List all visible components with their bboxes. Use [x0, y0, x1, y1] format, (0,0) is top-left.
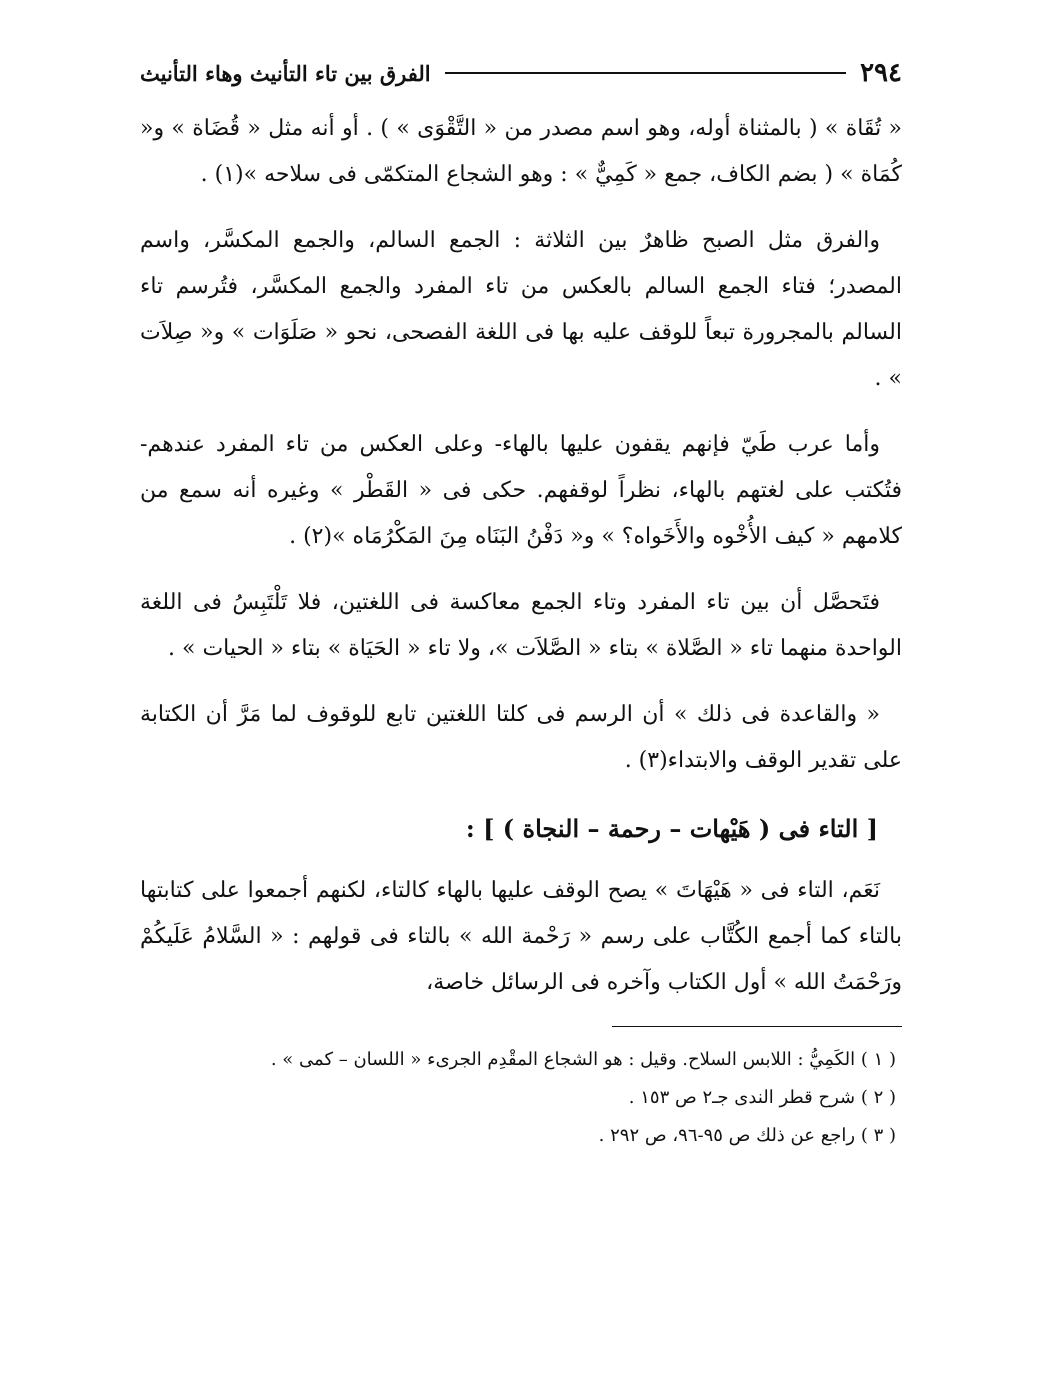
- paragraph: « والقاعدة فى ذلك » أن الرسم فى كلتا اللغتين تابع للوقوف لما مَرَّ أن الكتابة على تقدير الوقف والابتداء(٣) .: [140, 702, 902, 773]
- running-title: الفرق بين تاء التأنيث وهاء التأنيث: [140, 60, 431, 86]
- footnote: ( ٣ ) راجع عن ذلك ص ٩٥-٩٦، ص ٢٩٢ .: [598, 1125, 896, 1146]
- header-rule: [445, 72, 846, 74]
- footnote-rule: [612, 1026, 902, 1027]
- section-heading: [ التاء فى ( هَيْهات – رحمة – النجاة ) ] :: [465, 814, 878, 843]
- paragraph: والفرق مثل الصبح ظاهرٌ بين الثلاثة : الجمع السالم، والجمع المكسَّر، واسم المصدر؛ فتاء الجمع السالم بالعكس من تاء المفرد والجمع المكسَّر، فتُرسم تاء السالم بالمجرورة تبعاً للوقف عليه بها فى اللغة الفصحى، نحو « صَلَوَات » و« صِلاَت » .: [140, 228, 902, 391]
- paragraph: نَعَم، التاء فى « هَيْهَاتَ » يصح الوقف عليها بالهاء كالتاء، لكنهم أجمعوا على كتابتها بالتاء كما أجمع الكُتَّاب على رسم « رَحْمة الله » بالتاء فى قولهم : « السَّلامُ عَلَيكُمْ ورَحْمَتُ الله » أول الكتاب وآخره فى الرسائل خاصة،: [140, 878, 902, 995]
- paragraph: فتَحصَّل أن بين تاء المفرد وتاء الجمع معاكسة فى اللغتين، فلا تَلْتَبِسُ فى اللغة الواحدة منهما تاء « الصَّلاة » بتاء « الصَّلاَت »، ولا تاء « الحَيَاة » بتاء « الحيات » .: [140, 590, 902, 661]
- book-page: [140, 50, 902, 1155]
- page-number: ٢٩٤: [860, 58, 902, 88]
- footnote: ( ٢ ) شرح قطر الندى جـ٢ ص ١٥٣ .: [628, 1087, 896, 1108]
- footnotes: [140, 1041, 902, 1155]
- page-header: [140, 50, 902, 96]
- paragraph: « تُقَاة » ( بالمثناة أوله، وهو اسم مصدر من « التَّقْوَى » ) . أو أنه مثل « قُضَاة » و« كُمَاة » ( بضم الكاف، جمع « كَمِيٌّ » : وهو الشجاع المتكمّى فى سلاحه »(١) .: [140, 116, 902, 187]
- footnote: ( ١ ) الكَمِيُّ : اللابس السلاح. وقيل : هو الشجاع المقْدِم الجرىء « اللسان – كمى » .: [270, 1049, 896, 1070]
- body-text: [140, 106, 902, 1006]
- paragraph: وأما عرب طَيّ فإنهم يقفون عليها بالهاء- وعلى العكس من تاء المفرد عندهم- فتُكتب على لغتهم بالهاء، نظراً لوقفهم. حكى فى « القَطْر » وغيره أنه سمع من كلامهم « كيف الأُخْوه والأَخَواه؟ » و« دَفْنُ البَنَاه مِنَ المَكْرُمَاه »(٢) .: [140, 432, 902, 549]
